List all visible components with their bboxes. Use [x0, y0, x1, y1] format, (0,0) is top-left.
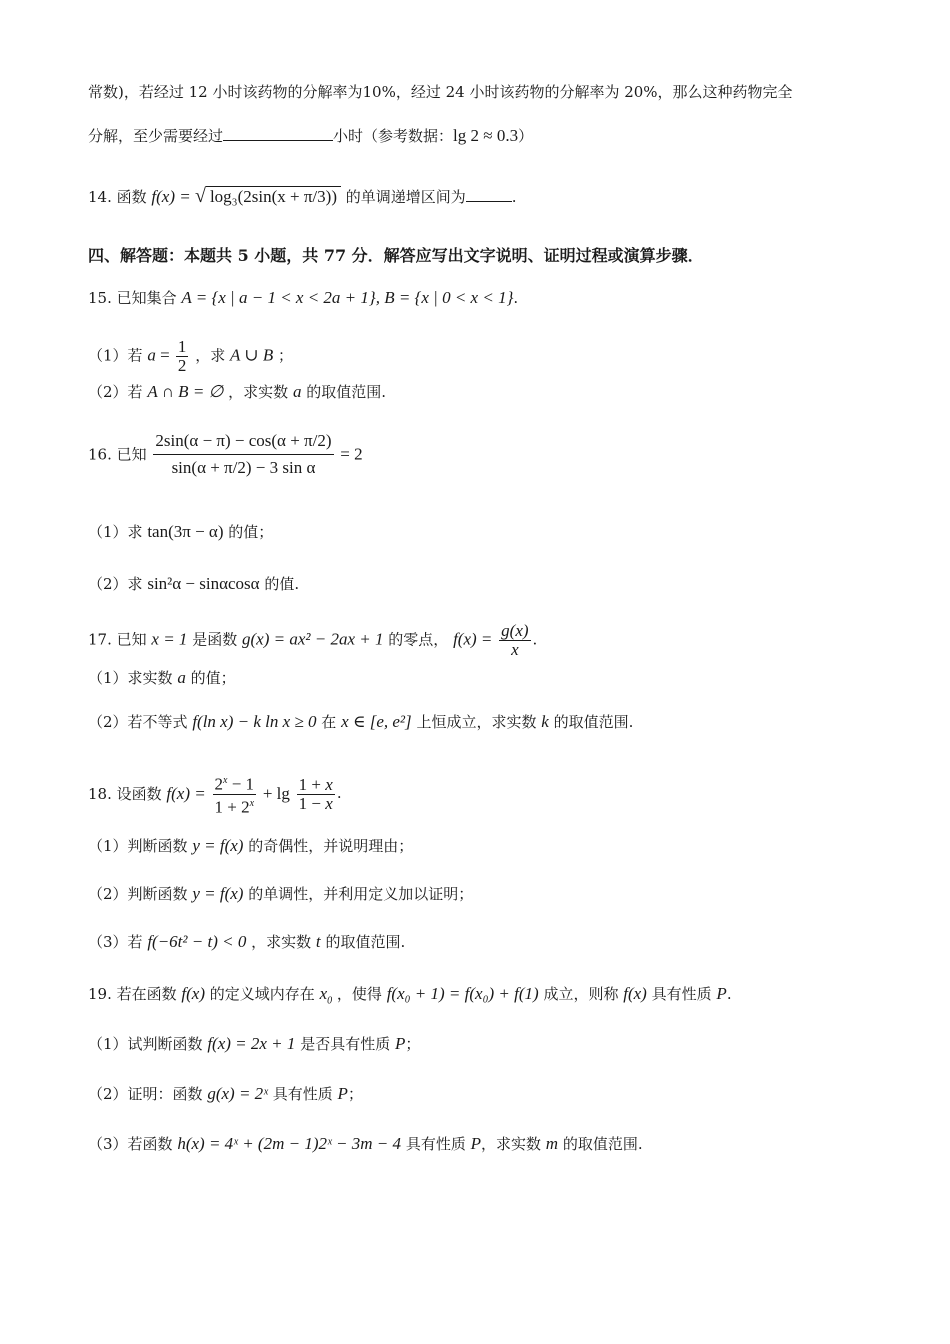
- q19-eq: f(x₀ + 1) = f(x₀) + f(1): [386, 984, 539, 1003]
- q19-fx1: f(x): [181, 984, 205, 1003]
- q15-p1-b: ，求: [195, 346, 226, 365]
- q15-stem-text: 15. 已知集合: [88, 289, 177, 307]
- q18-part3: [88, 932, 405, 952]
- q15-part2: [88, 382, 386, 402]
- q16-tan: tan(3π − α): [147, 522, 224, 541]
- q17-fraction: [499, 622, 530, 659]
- q14-expr: log₃(2sin(x + π/3)): [206, 186, 341, 206]
- q18-p3-c: 的取值范围.: [325, 933, 406, 951]
- q18-stem: 18. 设函数 f(x) = $\frac{2^x - 1}{1 + 2^x}$ + lg $\frac{1 + x}{1 - x}$ .: [88, 772, 342, 816]
- q13-answer-blank[interactable]: [223, 126, 333, 141]
- q16-p1-b: 的值；: [228, 523, 274, 541]
- q19-p1-a: （1）试判断函数: [88, 1035, 203, 1053]
- q17-stem-a: 17. 已知: [88, 630, 147, 649]
- q13-line2: [88, 126, 533, 146]
- q19-p3-d: 的取值范围.: [562, 1135, 643, 1153]
- q15-p2-b: ，求实数: [228, 383, 289, 401]
- q17-part1: [88, 668, 236, 688]
- q17-k-var: k: [541, 712, 549, 731]
- q15-stem: 15. 已知集合 A = {x | a − 1 < x < 2a + 1}, B = {x | 0 < x < 1}.: [88, 288, 519, 307]
- q18-lg: + lg: [262, 784, 290, 804]
- q14-tail: 的单调递增区间为: [345, 188, 466, 206]
- q19-part3: [88, 1134, 643, 1154]
- q17-p1-a: （1）求实数: [88, 669, 173, 687]
- q16-part2: [88, 574, 299, 594]
- q14-sqrt: √: [194, 185, 206, 207]
- q16-p1-a: （1）求: [88, 523, 143, 541]
- section-heading: 四、解答题：本题共 5 小题，共 77 分．解答应写出文字说明、证明过程或演算步骤．: [88, 246, 704, 265]
- q18-p1-a: （1）判断函数: [88, 837, 188, 855]
- q17-stem: 17. 已知 x = 1 是函数 g(x) = ax² − 2ax + 1 的零点， f(x) = $\frac{g(x)}{x}$ .: [88, 621, 538, 659]
- q16-numerator: 2sin(α − π) − cos(α + π/2): [155, 431, 332, 450]
- q19-part1: （1）试判断函数 f(x) = 2x + 1 是否具有性质 P；: [88, 1034, 421, 1053]
- q18-part2: [88, 884, 473, 904]
- q18-stem-text: 18. 设函数: [88, 785, 162, 804]
- q13-line1: 常数)，若经过 12 小时该药物的分解率为10%，经过 24 小时该药物的分解率为 20%，那么这种药物完全: [88, 83, 793, 101]
- q15-sets: A = {x | a − 1 < x < 2a + 1}, B = {x | 0 < x < 1}: [181, 288, 514, 307]
- q17-frac-num: g(x): [501, 621, 529, 640]
- q16-sin-expr: sin²α − sinαcosα: [147, 574, 260, 593]
- q15-p2-c: 的取值范围.: [306, 383, 386, 401]
- q19-stem: 19. 若在函数 f(x) 的定义域内存在 $x_0$ ，使得 f(x₀ + 1) = f(x₀) + f(1) 成立，则称 f(x) 具有性质 P.: [88, 984, 732, 1007]
- q15-p2-a: （2）若: [88, 383, 143, 401]
- q15-p1-c: ；: [278, 346, 294, 365]
- q19-f-linear: f(x) = 2x + 1: [207, 1034, 296, 1053]
- q19-P2: P: [395, 1034, 406, 1053]
- q16-stem-text: 16. 已知: [88, 445, 147, 464]
- q17-a-var: a: [177, 668, 186, 687]
- q15-union: A ∪ B: [230, 345, 274, 365]
- q17-part2: [88, 712, 633, 732]
- q16-fraction: [153, 428, 333, 481]
- q17-f-def: f(x) =: [453, 629, 493, 649]
- q18-part1: [88, 836, 413, 856]
- q17-interval: x ∈ [e, e²]: [341, 712, 412, 731]
- q19-P3: P: [337, 1084, 348, 1103]
- q18-p2-b: 的单调性，并利用定义加以证明；: [248, 885, 474, 903]
- q17-p2-d: 的取值范围.: [553, 713, 634, 731]
- q19-m-var: m: [545, 1134, 559, 1153]
- q18-y1: y = f(x): [192, 836, 244, 855]
- q19-p3-b: 具有性质: [405, 1135, 466, 1153]
- q17-stem-b: 是函数: [192, 630, 238, 649]
- q14-num: 14. 函数: [88, 188, 147, 206]
- q19-P4: P: [470, 1134, 481, 1153]
- q18-p3-a: （3）若: [88, 933, 143, 951]
- q19-stem-d: 成立，则称: [543, 985, 619, 1003]
- q15-half: $\frac{1}{2}$: [177, 337, 187, 375]
- q19-stem-b: 的定义域内存在: [209, 985, 315, 1003]
- q16-eq: = 2: [340, 444, 363, 464]
- q15-a-var2: a: [292, 382, 302, 401]
- q18-t-var: t: [315, 932, 321, 951]
- q19-x0: $x_0$: [319, 984, 333, 1007]
- q17-p2-a: （2）若不等式: [88, 713, 188, 731]
- q19-p2-a: （2）证明：函数: [88, 1085, 203, 1103]
- q19-fx2: f(x): [623, 984, 647, 1003]
- q19-p3-a: （3）若函数: [88, 1135, 173, 1153]
- q18-p2-a: （2）判断函数: [88, 885, 188, 903]
- q17-inequality: f(ln x) − k ln x ≥ 0: [192, 712, 317, 731]
- q16-p2-a: （2）求: [88, 575, 143, 593]
- q16-part1: [88, 522, 273, 542]
- q17-p2-b: 在: [321, 713, 337, 731]
- q19-g-exp: g(x) = 2ˣ: [207, 1084, 268, 1103]
- q16-denominator: sin(α + π/2) − 3 sin α: [171, 458, 316, 477]
- q15-p1-a: （1）若: [88, 346, 143, 365]
- q17-frac-den: x: [511, 640, 519, 659]
- q17-stem-c: 的零点，: [388, 630, 449, 649]
- q14-answer-blank[interactable]: [466, 187, 512, 202]
- q19-h-def: h(x) = 4ˣ + (2m − 1)2ˣ − 3m − 4: [177, 1134, 402, 1153]
- q19-p3-c: ，求实数: [481, 1135, 542, 1153]
- q15-part1: [88, 338, 293, 375]
- q16-stem: [88, 428, 363, 481]
- q18-frac2: $\frac{1 + x}{1 - x}$: [298, 774, 333, 813]
- q16-p2-b: 的值.: [264, 575, 300, 593]
- q13-close: ）: [518, 127, 534, 145]
- q19-p2-b: 具有性质: [272, 1085, 333, 1103]
- q18-p1-b: 的奇偶性，并说明理由；: [248, 837, 414, 855]
- q18-frac1: $\frac{2^x - 1}{1 + 2^x}$: [214, 774, 255, 817]
- q19-stem-a: 19. 若在函数: [88, 985, 177, 1003]
- q15-intersection: A ∩ B = ∅: [147, 382, 224, 401]
- q19-part2: （2）证明：函数 g(x) = 2ˣ 具有性质 P；: [88, 1084, 363, 1103]
- q19-stem-e: 具有性质: [651, 985, 712, 1003]
- q19-p1-b: 是否具有性质: [300, 1035, 391, 1053]
- q15-eq: =: [155, 345, 174, 365]
- q19-stem-c: ，使得: [336, 985, 382, 1003]
- q19-P1: P: [716, 984, 727, 1003]
- q18-p3-b: ，求实数: [251, 933, 312, 951]
- q18-f: f(x) =: [166, 784, 206, 804]
- q18-ineq: f(−6t² − t) < 0: [147, 932, 247, 951]
- q13-ref: lg 2 ≈ 0.3: [453, 126, 519, 145]
- q17-p1-b: 的值；: [190, 669, 236, 687]
- q13-text-a: 分解，至少需要经过: [88, 127, 224, 145]
- q18-y2: y = f(x): [192, 884, 244, 903]
- q15-a-var: a: [147, 345, 156, 365]
- q14-lead: f(x) =: [151, 187, 195, 206]
- q14: 14. 函数 f(x) = √ log₃(2sin(x + π/3)) 的单调递增区间为 .: [88, 185, 517, 207]
- q17-g-def: g(x) = ax² − 2ax + 1: [242, 629, 384, 649]
- q17-x-eq: x = 1: [151, 629, 188, 649]
- q13-text-b: 小时（参考数据：: [333, 127, 454, 145]
- q17-p2-c: 上恒成立，求实数: [416, 713, 537, 731]
